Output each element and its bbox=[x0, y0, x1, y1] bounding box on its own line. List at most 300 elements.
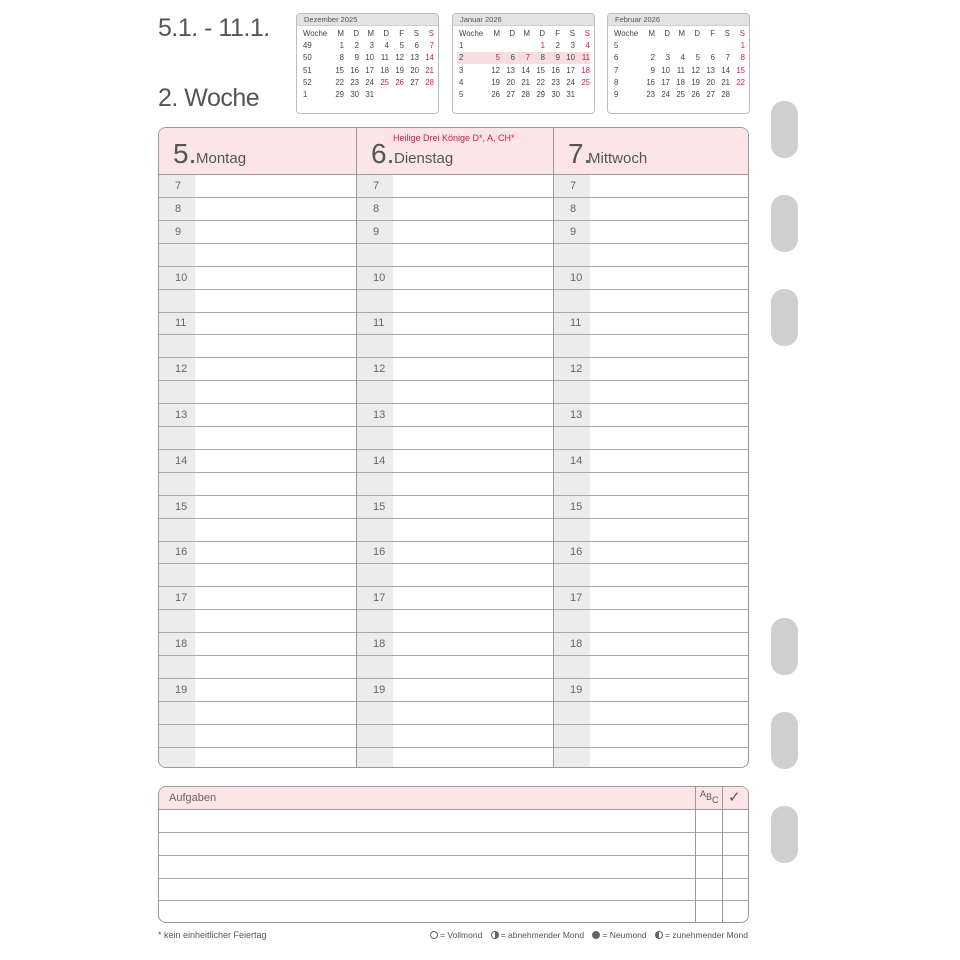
waning-moon-icon bbox=[491, 931, 499, 939]
date-cell[interactable]: 31 bbox=[566, 90, 575, 100]
date-cell bbox=[485, 39, 500, 51]
time-slot[interactable] bbox=[554, 221, 749, 244]
time-slot[interactable] bbox=[554, 725, 749, 748]
week-number-cell: 2 bbox=[457, 52, 485, 64]
date-cell[interactable]: 18 bbox=[380, 65, 389, 75]
hour-label: 7 bbox=[373, 180, 380, 192]
checkmark-icon: ✓ bbox=[728, 789, 741, 806]
time-slot[interactable] bbox=[159, 473, 356, 496]
time-slot[interactable] bbox=[554, 541, 749, 564]
date-cell[interactable]: 9 bbox=[545, 52, 560, 64]
abc-a: A bbox=[700, 789, 707, 799]
time-slot[interactable] bbox=[357, 519, 554, 542]
mini-calendar-header-cell: D bbox=[509, 28, 515, 38]
time-slot[interactable] bbox=[554, 290, 749, 313]
index-tab[interactable] bbox=[771, 806, 798, 863]
date-cell[interactable]: 17 bbox=[365, 65, 374, 75]
time-slot[interactable] bbox=[554, 702, 749, 725]
time-slot[interactable] bbox=[554, 519, 749, 542]
time-slot[interactable] bbox=[159, 312, 356, 335]
task-row[interactable] bbox=[159, 901, 748, 923]
day-name: Montag bbox=[196, 150, 247, 167]
mini-calendar-header-cell: M bbox=[337, 28, 344, 38]
date-cell[interactable]: 23 bbox=[646, 90, 655, 100]
date-cell[interactable]: 10 bbox=[661, 65, 670, 75]
time-slot[interactable] bbox=[554, 358, 749, 381]
mini-calendar-header-cell: M bbox=[493, 28, 500, 38]
time-slot[interactable] bbox=[357, 656, 554, 679]
date-cell[interactable]: 14 bbox=[521, 65, 530, 75]
date-cell[interactable]: 3 bbox=[369, 40, 374, 50]
week-number-cell: 8 bbox=[614, 77, 619, 87]
date-cell[interactable]: 17 bbox=[661, 77, 670, 87]
date-cell[interactable]: 26 bbox=[491, 90, 500, 100]
date-cell[interactable]: 28 bbox=[721, 90, 730, 100]
date-cell[interactable]: 24 bbox=[365, 77, 374, 87]
day-planner-grid bbox=[158, 127, 749, 768]
date-cell bbox=[515, 39, 530, 51]
mini-calendar-header-cell: Woche bbox=[303, 28, 328, 38]
mini-calendar-header-cell: Woche bbox=[459, 28, 484, 38]
mini-calendar-header-cell: S bbox=[569, 28, 575, 38]
hour-label: 15 bbox=[570, 500, 583, 513]
time-slot[interactable] bbox=[357, 267, 554, 290]
mini-calendar-header-cell: M bbox=[648, 28, 655, 38]
date-cell bbox=[640, 39, 655, 51]
tasks-box bbox=[158, 786, 749, 923]
date-cell[interactable]: 8 bbox=[740, 53, 745, 63]
hour-label: 10 bbox=[175, 271, 188, 284]
date-cell[interactable]: 12 bbox=[491, 65, 500, 75]
week-number-cell: 1 bbox=[303, 90, 308, 100]
time-slot[interactable] bbox=[357, 633, 554, 656]
date-cell[interactable]: 6 bbox=[710, 53, 715, 63]
hour-label: 16 bbox=[373, 546, 386, 559]
time-slot[interactable] bbox=[159, 702, 356, 725]
date-cell[interactable]: 1 bbox=[540, 40, 545, 50]
hour-label: 8 bbox=[570, 202, 577, 215]
legend-waxing-moon bbox=[655, 930, 748, 940]
abc-c: C bbox=[712, 795, 719, 805]
hour-label: 13 bbox=[175, 409, 188, 421]
date-cell[interactable]: 12 bbox=[691, 65, 700, 75]
time-slot[interactable] bbox=[554, 244, 749, 267]
hour-label: 14 bbox=[570, 454, 583, 467]
task-row[interactable] bbox=[159, 810, 748, 833]
time-slot[interactable] bbox=[357, 564, 554, 587]
week-number-cell: 5 bbox=[614, 40, 619, 50]
time-slot[interactable] bbox=[357, 702, 554, 725]
index-tab[interactable] bbox=[771, 289, 798, 346]
hour-label: 17 bbox=[570, 592, 583, 605]
hour-label: 11 bbox=[373, 317, 385, 330]
mini-calendar-header-cell: S bbox=[428, 28, 434, 38]
mini-calendar-december[interactable] bbox=[296, 13, 439, 114]
date-cell bbox=[730, 88, 745, 100]
time-slot[interactable] bbox=[159, 656, 356, 679]
date-cell[interactable]: 3 bbox=[665, 53, 670, 63]
day-header bbox=[554, 128, 749, 175]
time-slot[interactable] bbox=[159, 450, 356, 473]
time-slot[interactable] bbox=[554, 656, 749, 679]
date-cell[interactable]: 19 bbox=[395, 65, 404, 75]
mini-calendar-header-cell: S bbox=[724, 28, 730, 38]
hour-label: 16 bbox=[570, 546, 583, 559]
abc-b: B bbox=[706, 792, 713, 802]
date-cell[interactable]: 20 bbox=[706, 77, 715, 87]
time-slot[interactable] bbox=[357, 679, 554, 702]
date-cell[interactable]: 24 bbox=[661, 90, 670, 100]
date-cell[interactable]: 15 bbox=[536, 65, 545, 75]
date-cell[interactable]: 2 bbox=[555, 40, 560, 50]
week-number-cell: 7 bbox=[614, 65, 619, 75]
mini-calendar-table bbox=[301, 27, 434, 101]
date-cell[interactable]: 1 bbox=[740, 40, 745, 50]
mini-calendar-header-cell: D bbox=[353, 28, 359, 38]
date-cell[interactable]: 7 bbox=[515, 52, 530, 64]
day-name: Mittwoch bbox=[588, 150, 648, 167]
date-cell[interactable]: 13 bbox=[506, 65, 515, 75]
hour-label: 19 bbox=[175, 683, 188, 696]
time-slot[interactable] bbox=[357, 381, 554, 404]
date-cell bbox=[685, 39, 700, 51]
date-cell[interactable]: 20 bbox=[506, 77, 515, 87]
index-tab[interactable] bbox=[771, 195, 798, 252]
time-slot[interactable] bbox=[554, 404, 749, 427]
day-number: 5. bbox=[173, 138, 197, 169]
time-slot[interactable] bbox=[159, 587, 356, 610]
date-cell[interactable]: 14 bbox=[425, 53, 434, 63]
hour-label: 14 bbox=[175, 454, 188, 467]
day-header bbox=[357, 128, 554, 175]
index-tab[interactable] bbox=[771, 712, 798, 769]
time-slot[interactable] bbox=[357, 404, 554, 427]
mini-calendar-header-cell: D bbox=[539, 28, 545, 38]
time-slot[interactable] bbox=[159, 725, 356, 748]
mini-calendar-table bbox=[457, 27, 590, 101]
time-slot[interactable] bbox=[159, 564, 356, 587]
time-slot[interactable] bbox=[159, 427, 356, 450]
hour-label: 7 bbox=[175, 180, 182, 192]
time-slot[interactable] bbox=[357, 496, 554, 519]
hour-label: 18 bbox=[175, 638, 188, 650]
date-cell[interactable]: 11 bbox=[676, 65, 685, 75]
date-cell[interactable]: 14 bbox=[721, 65, 730, 75]
hour-label: 12 bbox=[570, 363, 583, 376]
week-number-cell: 51 bbox=[303, 65, 312, 75]
mini-calendar-header-cell: F bbox=[399, 28, 404, 38]
day-header bbox=[159, 128, 356, 175]
mini-calendar-february[interactable] bbox=[607, 13, 750, 114]
date-cell[interactable]: 29 bbox=[536, 90, 545, 100]
date-cell[interactable]: 25 bbox=[380, 77, 389, 87]
time-slot[interactable] bbox=[159, 267, 356, 290]
time-slot[interactable] bbox=[159, 290, 356, 313]
new-moon-icon bbox=[592, 931, 600, 939]
time-slot[interactable] bbox=[159, 496, 356, 519]
time-slot[interactable] bbox=[159, 175, 356, 198]
date-cell[interactable]: 30 bbox=[551, 90, 560, 100]
time-slot[interactable] bbox=[159, 519, 356, 542]
time-slot[interactable] bbox=[554, 679, 749, 702]
date-cell[interactable]: 22 bbox=[736, 77, 745, 87]
week-number-cell: 3 bbox=[459, 65, 464, 75]
date-cell[interactable]: 8 bbox=[530, 52, 545, 64]
time-slot[interactable] bbox=[554, 496, 749, 519]
time-slot[interactable] bbox=[554, 381, 749, 404]
task-row[interactable] bbox=[159, 878, 748, 901]
date-cell[interactable]: 9 bbox=[354, 53, 359, 63]
hour-label: 18 bbox=[570, 638, 583, 650]
time-slot[interactable] bbox=[554, 748, 749, 769]
mini-calendar-title: Dezember 2025 bbox=[297, 14, 438, 26]
time-slot[interactable] bbox=[159, 244, 356, 267]
date-cell[interactable]: 19 bbox=[691, 77, 700, 87]
mini-calendar-header-cell: M bbox=[678, 28, 685, 38]
time-slot[interactable] bbox=[554, 633, 749, 656]
time-slot[interactable] bbox=[159, 748, 356, 769]
time-slot[interactable] bbox=[554, 267, 749, 290]
time-slot[interactable] bbox=[159, 198, 356, 221]
priority-column-divider bbox=[695, 787, 696, 922]
mini-calendar-january[interactable] bbox=[452, 13, 595, 114]
hour-label: 9 bbox=[570, 225, 577, 238]
hour-label: 9 bbox=[373, 225, 380, 238]
priority-abc-icon bbox=[700, 789, 719, 805]
date-cell[interactable]: 23 bbox=[551, 77, 560, 87]
date-cell[interactable]: 29 bbox=[335, 90, 344, 100]
date-cell[interactable]: 4 bbox=[384, 40, 389, 50]
date-cell[interactable]: 28 bbox=[521, 90, 530, 100]
date-cell[interactable]: 16 bbox=[646, 77, 655, 87]
legend-label: = abnehmender Mond bbox=[500, 930, 585, 940]
date-cell[interactable]: 4 bbox=[585, 40, 590, 50]
hour-label: 17 bbox=[175, 592, 188, 605]
date-cell[interactable]: 1 bbox=[339, 40, 344, 50]
date-cell[interactable]: 7 bbox=[429, 40, 434, 50]
date-cell bbox=[700, 39, 715, 51]
mini-calendar-header-cell: M bbox=[523, 28, 530, 38]
hour-label: 10 bbox=[373, 271, 386, 284]
mini-calendar-header-cell: F bbox=[710, 28, 715, 38]
date-cell[interactable]: 15 bbox=[335, 65, 344, 75]
date-cell[interactable]: 21 bbox=[521, 77, 530, 87]
index-tab[interactable] bbox=[771, 101, 798, 158]
time-slot[interactable] bbox=[554, 473, 749, 496]
tasks-header bbox=[159, 787, 748, 810]
time-slot[interactable] bbox=[357, 221, 554, 244]
time-slot[interactable] bbox=[554, 175, 749, 198]
time-slot[interactable] bbox=[159, 633, 356, 656]
date-cell[interactable]: 5 bbox=[485, 52, 500, 64]
date-cell[interactable]: 31 bbox=[365, 90, 374, 100]
week-range: 5.1. - 11.1. bbox=[158, 14, 270, 42]
date-cell[interactable]: 8 bbox=[339, 53, 344, 63]
mini-calendar-header-cell: D bbox=[694, 28, 700, 38]
week-number-cell: 4 bbox=[459, 77, 464, 87]
time-slot[interactable] bbox=[357, 244, 554, 267]
legend-waning-moon bbox=[491, 930, 584, 940]
hour-label: 19 bbox=[373, 683, 386, 696]
time-slot[interactable] bbox=[159, 335, 356, 358]
date-cell bbox=[670, 39, 685, 51]
hour-label: 13 bbox=[570, 409, 583, 421]
date-cell[interactable]: 3 bbox=[570, 40, 575, 50]
mini-calendar-header-cell: S bbox=[584, 28, 590, 38]
week-number-cell: 5 bbox=[459, 90, 464, 100]
time-slot[interactable] bbox=[554, 450, 749, 473]
date-cell[interactable]: 16 bbox=[350, 65, 359, 75]
date-cell[interactable]: 10 bbox=[365, 53, 374, 63]
time-slot[interactable] bbox=[357, 473, 554, 496]
week-number: 2. Woche bbox=[158, 84, 260, 112]
date-cell bbox=[500, 39, 515, 51]
date-cell[interactable]: 4 bbox=[680, 53, 685, 63]
time-slot[interactable] bbox=[357, 358, 554, 381]
date-cell[interactable]: 28 bbox=[425, 77, 434, 87]
hour-label: 15 bbox=[175, 500, 188, 513]
time-slot[interactable] bbox=[357, 450, 554, 473]
time-slot[interactable] bbox=[554, 610, 749, 633]
time-slot[interactable] bbox=[554, 587, 749, 610]
day-column-wednesday bbox=[553, 128, 749, 767]
date-cell[interactable]: 21 bbox=[425, 65, 434, 75]
week-number-cell: 52 bbox=[303, 77, 312, 87]
date-cell[interactable]: 23 bbox=[350, 77, 359, 87]
date-cell bbox=[404, 88, 419, 100]
day-column-monday bbox=[159, 128, 356, 767]
time-slot[interactable] bbox=[357, 541, 554, 564]
time-slot[interactable] bbox=[159, 358, 356, 381]
mini-calendar-header-cell: D bbox=[664, 28, 670, 38]
date-cell[interactable]: 21 bbox=[721, 77, 730, 87]
time-slot[interactable] bbox=[554, 198, 749, 221]
date-cell[interactable]: 2 bbox=[354, 40, 359, 50]
hour-label: 9 bbox=[175, 225, 182, 238]
date-cell[interactable]: 7 bbox=[725, 53, 730, 63]
time-slot[interactable] bbox=[357, 610, 554, 633]
time-slot[interactable] bbox=[159, 610, 356, 633]
date-cell[interactable]: 13 bbox=[706, 65, 715, 75]
hour-label: 16 bbox=[175, 546, 188, 559]
date-cell[interactable]: 9 bbox=[650, 65, 655, 75]
date-cell[interactable]: 17 bbox=[566, 65, 575, 75]
date-cell[interactable]: 26 bbox=[691, 90, 700, 100]
time-slot[interactable] bbox=[357, 290, 554, 313]
date-cell[interactable]: 18 bbox=[581, 65, 590, 75]
hour-label: 12 bbox=[175, 363, 188, 376]
time-slot[interactable] bbox=[357, 175, 554, 198]
time-slot[interactable] bbox=[554, 564, 749, 587]
hour-label: 15 bbox=[373, 500, 386, 513]
hour-label: 19 bbox=[570, 683, 583, 696]
task-row[interactable] bbox=[159, 856, 748, 879]
date-cell[interactable]: 16 bbox=[551, 65, 560, 75]
date-cell bbox=[655, 39, 670, 51]
date-cell[interactable]: 30 bbox=[350, 90, 359, 100]
date-cell[interactable]: 15 bbox=[736, 65, 745, 75]
time-slot[interactable] bbox=[357, 312, 554, 335]
done-column-divider bbox=[722, 787, 723, 922]
index-tab[interactable] bbox=[771, 618, 798, 675]
date-cell[interactable]: 19 bbox=[491, 77, 500, 87]
hour-label: 13 bbox=[373, 409, 386, 421]
date-cell[interactable]: 27 bbox=[410, 77, 419, 87]
time-slot[interactable] bbox=[554, 335, 749, 358]
hour-label: 11 bbox=[175, 317, 187, 330]
mini-calendar-title: Februar 2026 bbox=[608, 14, 749, 26]
footnote: * kein einheitlicher Feiertag bbox=[158, 930, 267, 940]
date-cell[interactable]: 22 bbox=[536, 77, 545, 87]
date-cell[interactable]: 20 bbox=[410, 65, 419, 75]
time-slot[interactable] bbox=[554, 427, 749, 450]
legend-full-moon bbox=[430, 930, 482, 940]
time-slot[interactable] bbox=[357, 198, 554, 221]
day-number: 7. bbox=[568, 138, 592, 169]
date-cell bbox=[419, 88, 434, 100]
date-cell[interactable]: 26 bbox=[395, 77, 404, 87]
day-number: 6. bbox=[371, 138, 395, 169]
date-cell[interactable]: 11 bbox=[575, 52, 590, 64]
date-cell[interactable]: 6 bbox=[414, 40, 419, 50]
date-cell[interactable]: 5 bbox=[695, 53, 700, 63]
time-slot[interactable] bbox=[159, 381, 356, 404]
date-cell[interactable]: 27 bbox=[706, 90, 715, 100]
date-cell[interactable]: 5 bbox=[399, 40, 404, 50]
time-slot[interactable] bbox=[357, 427, 554, 450]
hour-label: 10 bbox=[570, 271, 583, 284]
time-slot[interactable] bbox=[159, 679, 356, 702]
time-slot[interactable] bbox=[554, 312, 749, 335]
hour-label: 18 bbox=[373, 638, 386, 650]
time-slot[interactable] bbox=[159, 404, 356, 427]
mini-calendar-header-cell: D bbox=[383, 28, 389, 38]
date-cell[interactable]: 6 bbox=[500, 52, 515, 64]
day-column-tuesday bbox=[356, 128, 554, 767]
hour-label: 7 bbox=[570, 180, 577, 192]
hour-label: 12 bbox=[373, 363, 386, 376]
date-cell[interactable]: 13 bbox=[410, 53, 419, 63]
hour-label: 8 bbox=[373, 202, 380, 215]
date-cell[interactable]: 11 bbox=[380, 53, 389, 63]
time-slot[interactable] bbox=[357, 725, 554, 748]
time-slot[interactable] bbox=[159, 541, 356, 564]
waxing-moon-icon bbox=[655, 931, 663, 939]
moon-legend bbox=[424, 930, 748, 940]
date-cell[interactable]: 27 bbox=[506, 90, 515, 100]
date-cell[interactable]: 18 bbox=[676, 77, 685, 87]
task-row[interactable] bbox=[159, 833, 748, 856]
date-cell[interactable]: 25 bbox=[581, 77, 590, 87]
date-cell[interactable]: 24 bbox=[566, 77, 575, 87]
time-slot[interactable] bbox=[159, 221, 356, 244]
date-cell[interactable]: 22 bbox=[335, 77, 344, 87]
week-number-cell: 1 bbox=[459, 40, 464, 50]
tasks-label: Aufgaben bbox=[169, 792, 217, 804]
time-slot[interactable] bbox=[357, 748, 554, 769]
date-cell[interactable]: 25 bbox=[676, 90, 685, 100]
date-cell[interactable]: 10 bbox=[560, 52, 575, 64]
mini-calendar-header-cell: S bbox=[739, 28, 745, 38]
date-cell bbox=[374, 88, 389, 100]
full-moon-icon bbox=[430, 931, 438, 939]
hour-label: 17 bbox=[373, 592, 386, 605]
date-cell[interactable]: 2 bbox=[650, 53, 655, 63]
date-cell bbox=[575, 88, 590, 100]
time-slot[interactable] bbox=[357, 335, 554, 358]
time-slot[interactable] bbox=[357, 587, 554, 610]
date-cell[interactable]: 12 bbox=[395, 53, 404, 63]
